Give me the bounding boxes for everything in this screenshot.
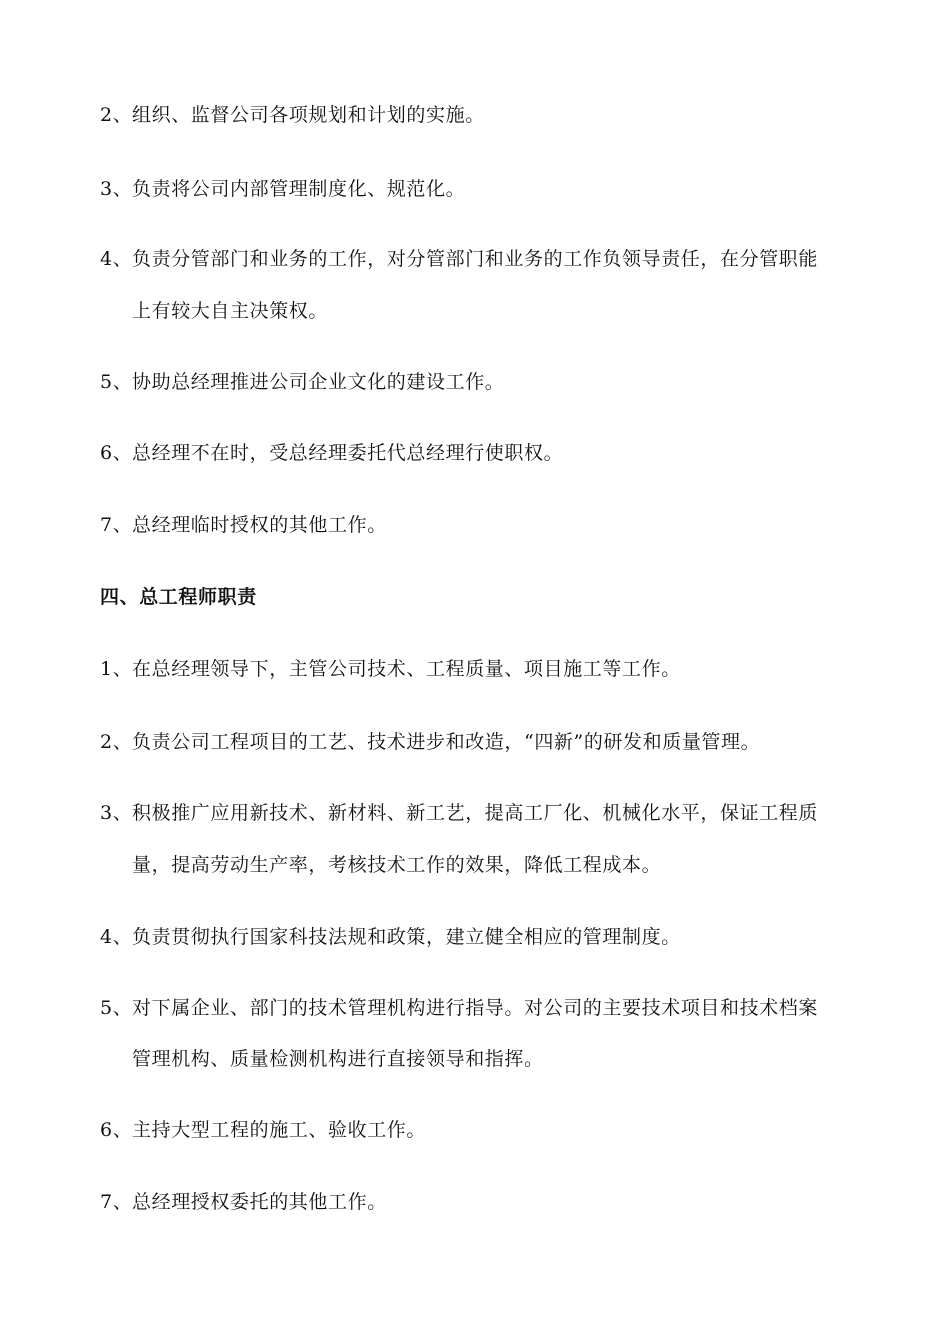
item-number: 5、 xyxy=(100,997,133,1019)
list-item xyxy=(100,727,860,754)
item-number: 5、 xyxy=(100,371,133,393)
item-text: 在总经理领导下，主管公司技术、工程质量、项目施工等工作。 xyxy=(132,658,681,680)
item-number: 7、 xyxy=(100,1191,133,1213)
list-item xyxy=(100,174,860,201)
item-number: 2、 xyxy=(100,104,133,126)
list-item xyxy=(100,922,860,949)
item-number: 4、 xyxy=(100,926,133,948)
list-item xyxy=(100,1187,860,1214)
item-text-continued: 量，提高劳动生产率，考核技术工作的效果，降低工程成本。 xyxy=(132,854,662,876)
section-heading: 四、总工程师职责 xyxy=(100,586,257,608)
item-number: 6、 xyxy=(100,1119,133,1141)
item-number: 6、 xyxy=(100,442,133,464)
item-text: 积极推广应用新技术、新材料、新工艺，提高工厂化、机械化水平，保证工程质 xyxy=(132,802,819,824)
item-text-continued: 管理机构、质量检测机构进行直接领导和指挥。 xyxy=(132,1048,544,1070)
list-item xyxy=(100,100,860,127)
item-text: 总经理临时授权的其他工作。 xyxy=(132,514,387,536)
item-number: 3、 xyxy=(100,178,133,200)
item-text: 负责公司工程项目的工艺、技术进步和改造，“四新”的研发和质量管理。 xyxy=(132,731,761,753)
item-number: 3、 xyxy=(100,802,133,824)
item-text: 总经理不在时，受总经理委托代总经理行使职权。 xyxy=(132,442,564,464)
item-text: 负责分管部门和业务的工作，对分管部门和业务的工作负领导责任，在分管职能 xyxy=(132,248,819,270)
item-text: 负责将公司内部管理制度化、规范化。 xyxy=(132,178,466,200)
item-number: 4、 xyxy=(100,248,133,270)
item-number: 1、 xyxy=(100,658,133,680)
list-item xyxy=(100,798,860,876)
item-text: 总经理授权委托的其他工作。 xyxy=(132,1191,387,1213)
list-item xyxy=(100,654,860,681)
list-item xyxy=(100,510,860,537)
list-item xyxy=(100,244,860,322)
item-text: 负责贯彻执行国家科技法规和政策，建立健全相应的管理制度。 xyxy=(132,926,681,948)
item-text: 协助总经理推进公司企业文化的建设工作。 xyxy=(132,371,505,393)
list-item xyxy=(100,438,860,465)
item-text: 主持大型工程的施工、验收工作。 xyxy=(132,1119,427,1141)
list-item xyxy=(100,993,860,1070)
item-number: 2、 xyxy=(100,731,133,753)
item-text: 对下属企业、部门的技术管理机构进行指导。对公司的主要技术项目和技术档案 xyxy=(132,997,819,1019)
item-text: 组织、监督公司各项规划和计划的实施。 xyxy=(132,104,485,126)
item-number: 7、 xyxy=(100,514,133,536)
list-item xyxy=(100,1115,860,1142)
list-item xyxy=(100,367,860,394)
item-text-continued: 上有较大自主决策权。 xyxy=(132,300,329,322)
